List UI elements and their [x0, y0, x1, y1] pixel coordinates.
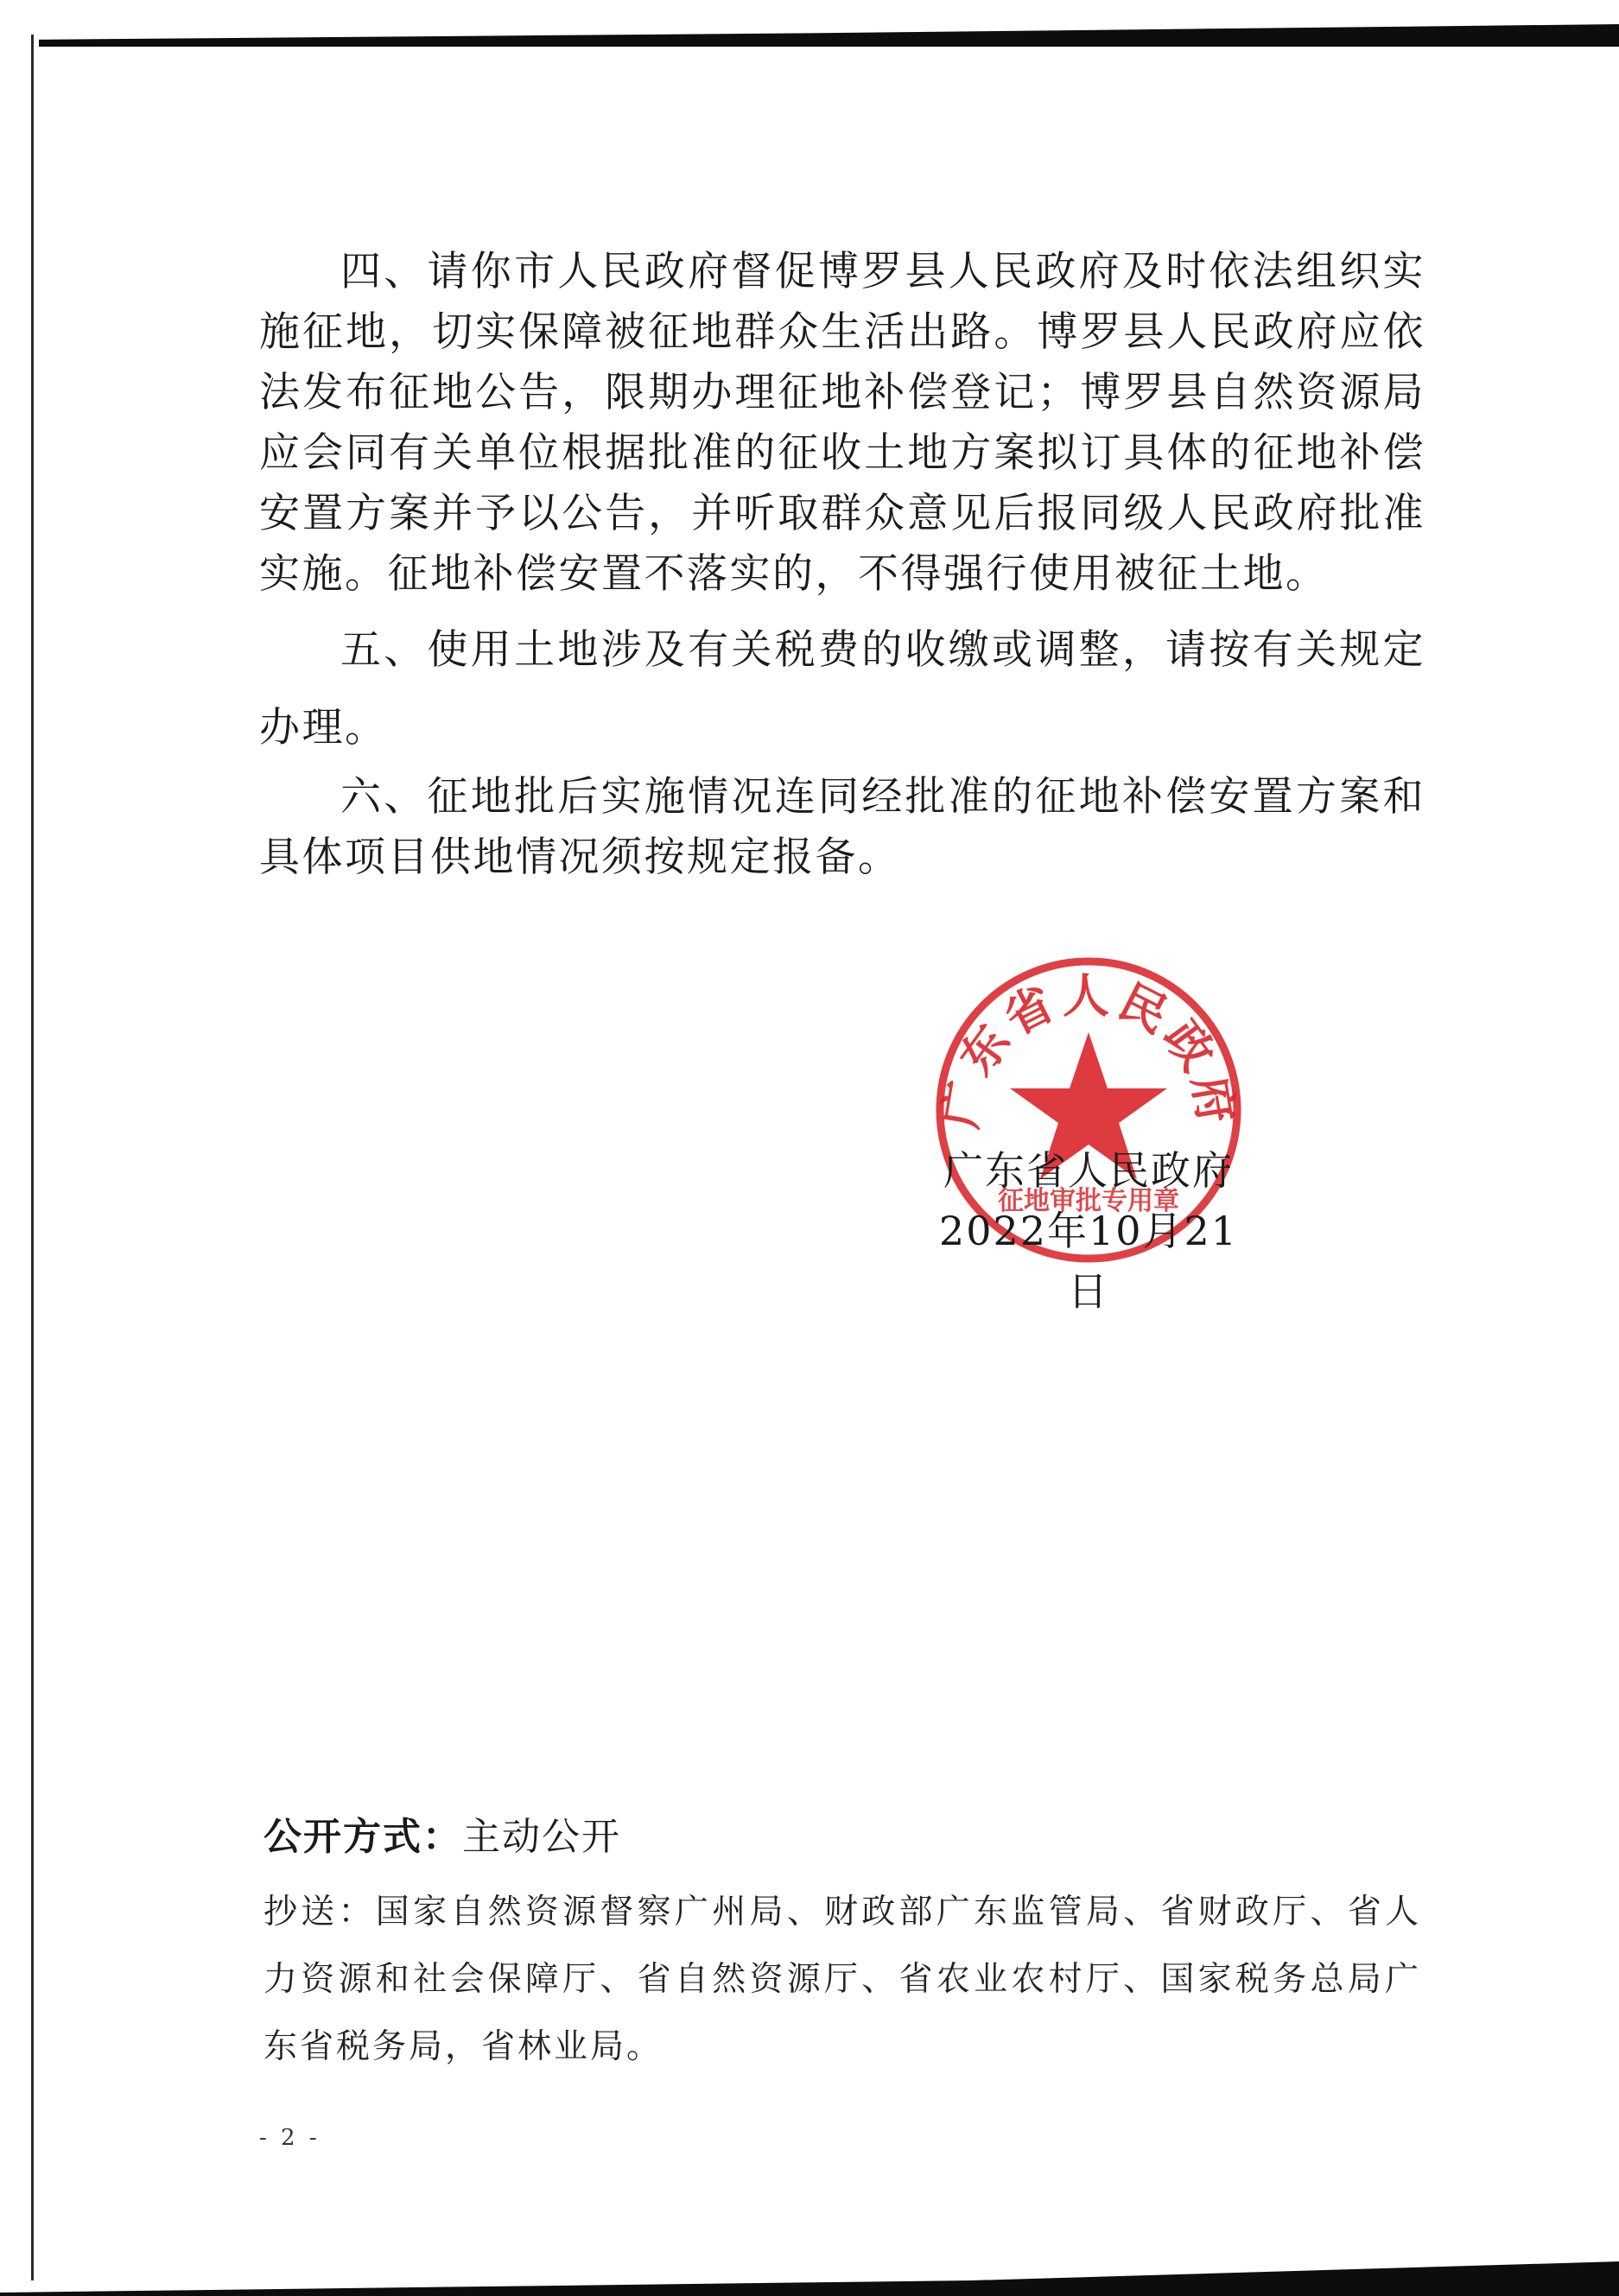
cc-list: 抄送：国家自然资源督察广州局、财政部广东监管局、省财政厅、省人力资源和社会保障厅、省自然资源厅、省农业农村厅、国家税务总局广东省税务局，省林业局。: [263, 1893, 1421, 2066]
seal-text: 广东省人民政府: [932, 968, 1245, 1132]
paragraph-4: 四、请你市人民政府督促博罗县人民政府及时依法组织实施征地，切实保障被征地群众生活出路。博罗县人民政府应依法发布征地公告，限期办理征地补偿登记；博罗县自然资源局应会同有关单位根据批准的征收土地方案拟订具体的征地补偿安置方案并予以公告，并听取群众意见后报同级人民政府批准实施。征地补偿安置不落实的，不得强行使用被征土地。: [259, 248, 1425, 598]
disclosure-value: 主动公开: [462, 1815, 621, 1859]
paragraph-5: 五、使用土地涉及有关税费的收缴或调整，请按有关规定办理。: [259, 626, 1425, 752]
issuer-name: 广东省人民政府: [943, 1147, 1234, 1194]
scan-edge-top: [0, 24, 1619, 47]
disclosure-method: [263, 1805, 621, 1861]
disclosure-label: 公开方式：: [263, 1815, 462, 1859]
seal-subtext: 征地审批专用章: [998, 1186, 1179, 1216]
page-number: - 2 -: [259, 2125, 321, 2151]
scan-edge-bottom: [0, 2261, 1619, 2296]
document-body: [259, 242, 1425, 888]
signature-block: [933, 1140, 1244, 1315]
issue-date: 2022年10月21日: [938, 1208, 1239, 1315]
scan-edge-left: [31, 35, 34, 2280]
paragraph-6: 六、征地批后实施情况连同经批准的征地补偿安置方案和具体项目供地情况须按规定报备。: [259, 773, 1425, 881]
